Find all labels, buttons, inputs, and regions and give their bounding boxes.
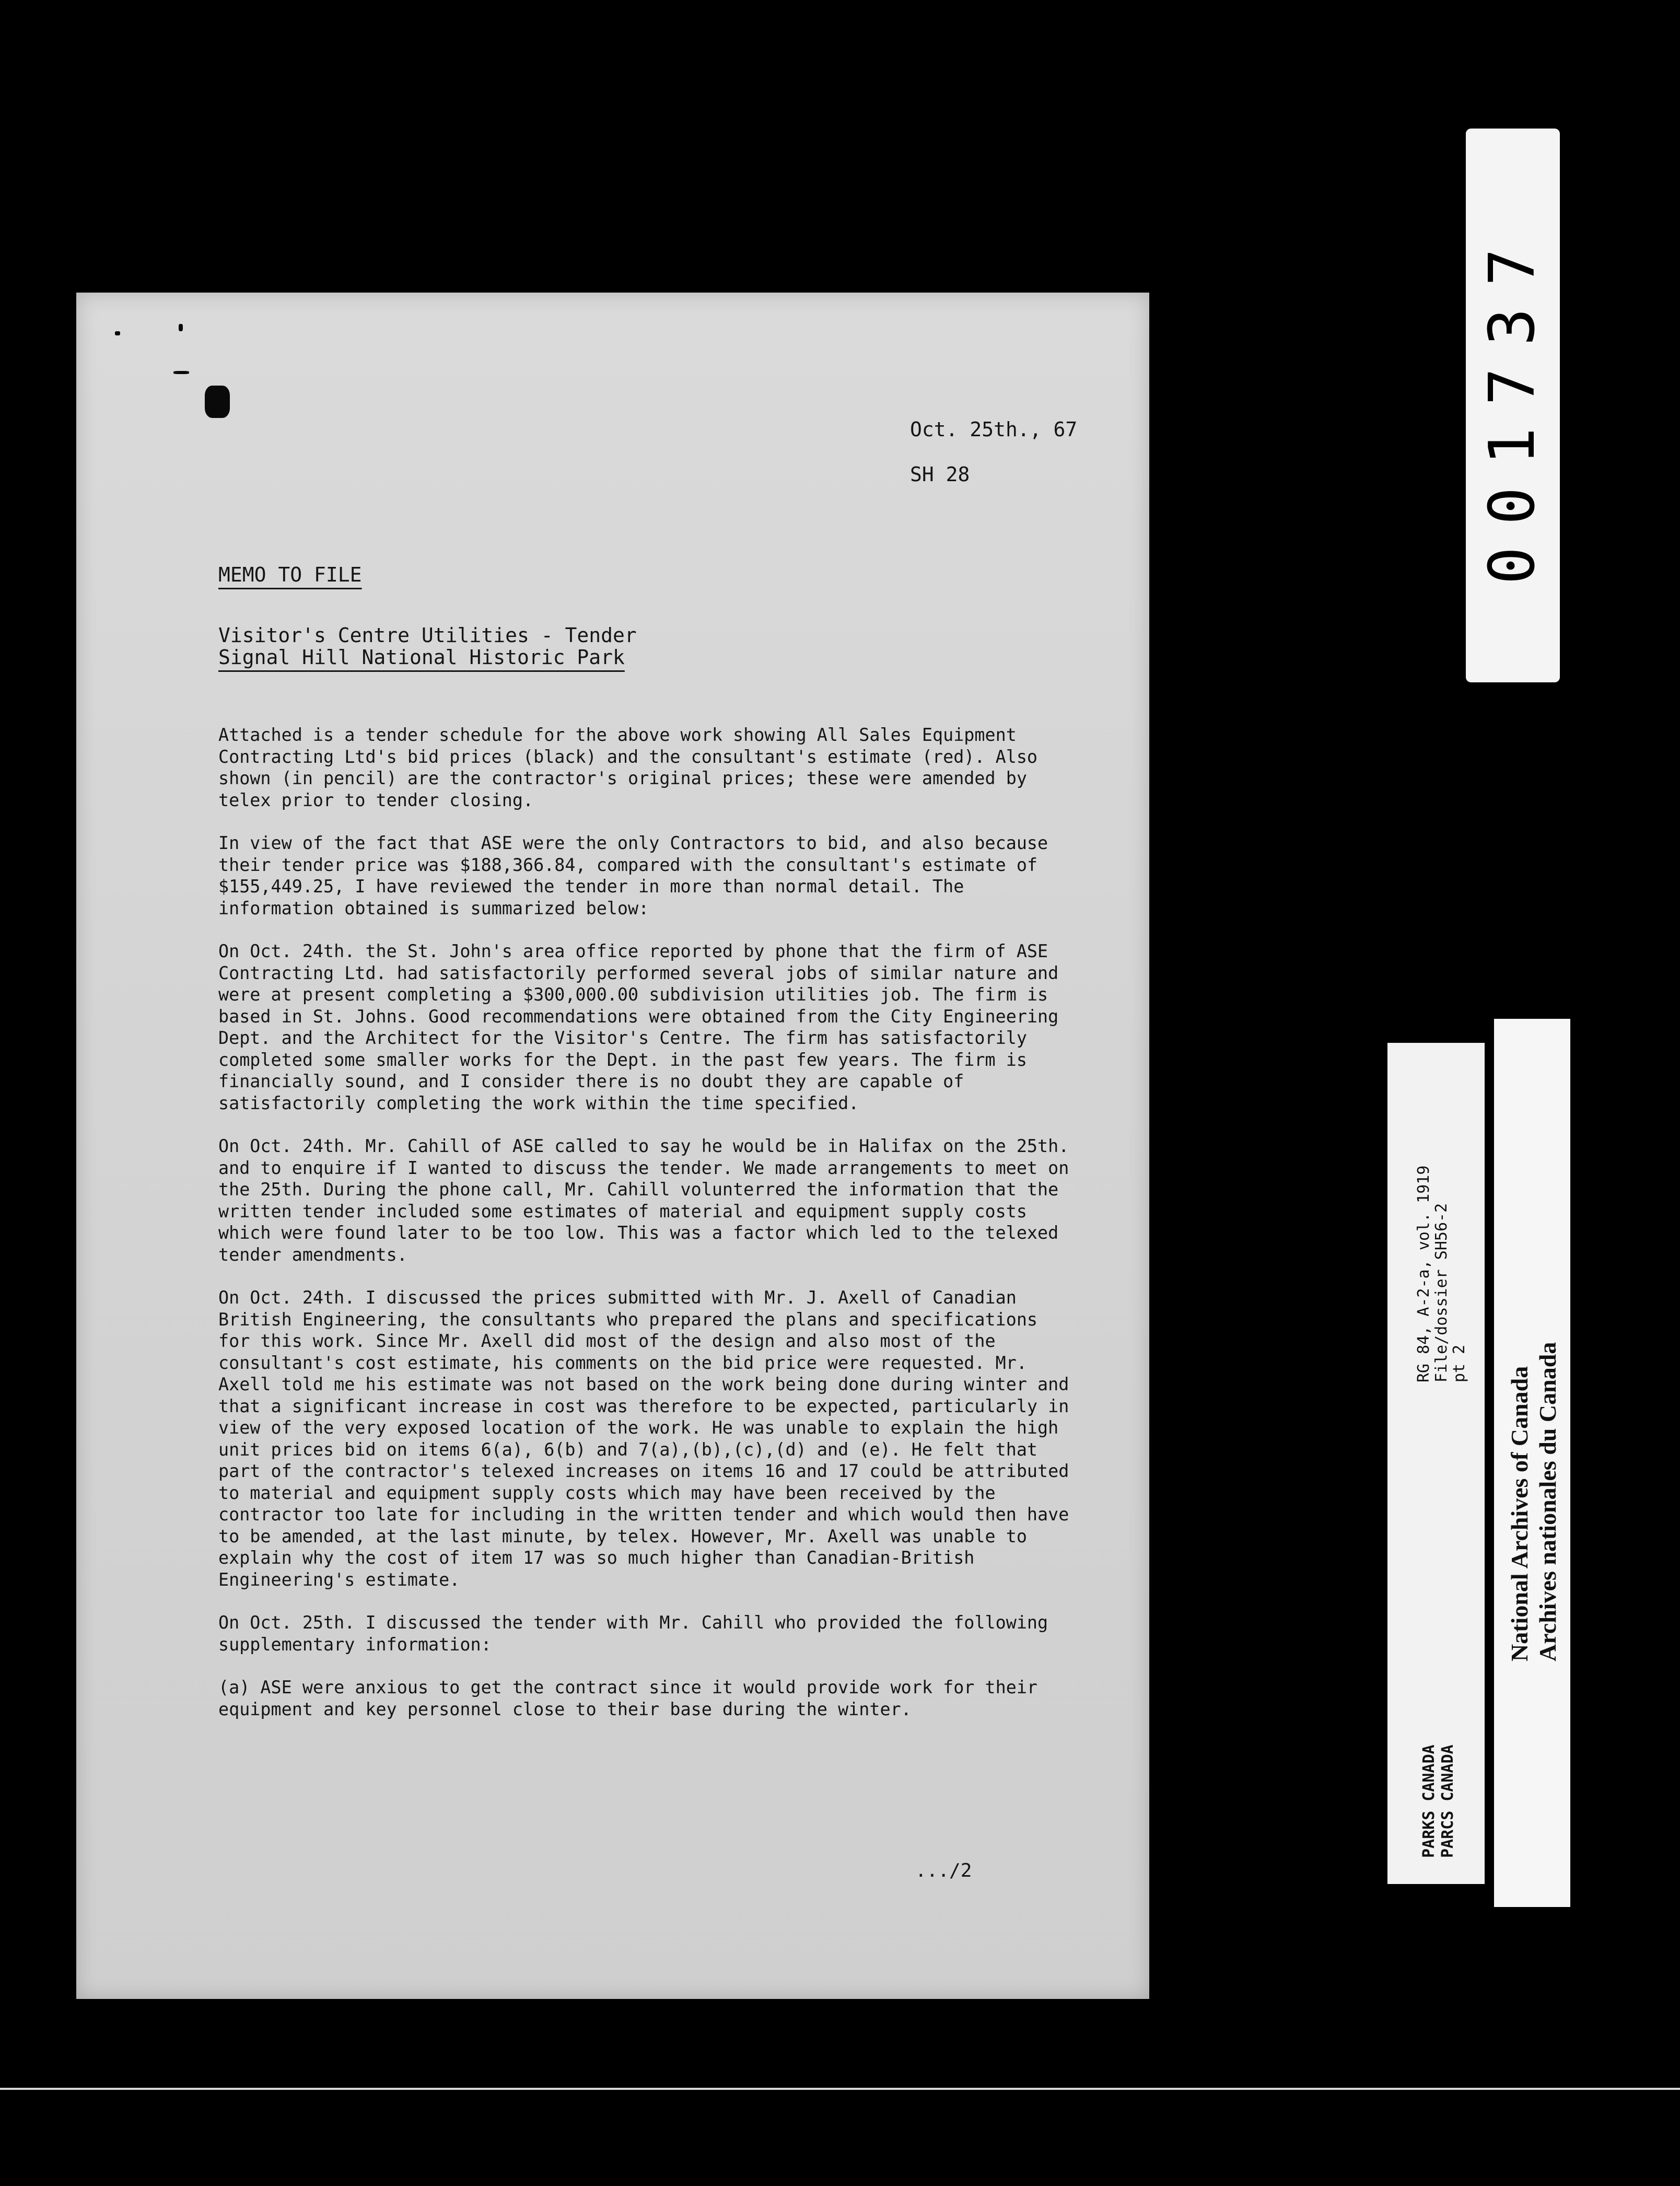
- film-edge-line: [0, 2088, 1680, 2090]
- record-group-reference: RG 84, A-2-a, vol. 1919: [1415, 1165, 1433, 1382]
- part-reference: pt 2: [1450, 1344, 1468, 1382]
- memo-file-reference: SH 28: [910, 463, 970, 486]
- archive-reference-label: [1387, 1043, 1485, 1884]
- memo-paragraph: (a) ASE were anxious to get the contract since it would provide work for their equipment and key personnel close to their base during the winter.: [218, 1677, 1038, 1719]
- memo-paragraph: On Oct. 24th. I discussed the prices submitted with Mr. J. Axell of Canadian British Engineering, the consultants who prepared the plans and specifications for this work. Since Mr. Axell did most of the design and also most of the consultant's cost estimate, his comments on the bid price were requested. Mr. Axell told me his estimate was not based on the work being done during winter and that a significant increase in cost was therefore to be expected, particularly in view of the very exposed location of the work. He was unable to explain the high unit prices bid on items 6(a), 6(b) and 7(a),(b),(c),(d) and (e). He felt that part of the contractor's telexed increases on items 16 and 17 could be attributed to material and equipment supply costs which may have been received by the contractor too late for including in the written tender and which would then have to be amended, at the last minute, by telex. However, Mr. Axell was unable to explain why the cost of item 17 was so much higher than Canadian-British Engineering's estimate.: [218, 1287, 1069, 1590]
- memo-paragraph: In view of the fact that ASE were the only Contractors to bid, and also because their tender price was $188,366.84, compared with the consultant's estimate of $155,449.25, I have reviewed the tender in more than normal detail. The information obtained is summarized below:: [218, 833, 1048, 918]
- memo-paragraph: Attached is a tender schedule for the above work showing All Sales Equipment Contracting Ltd's bid prices (black) and the consultant's estimate (red). Also shown (in pencil) are the contractor's original prices; these were amended by telex prior to tender closing.: [218, 725, 1038, 810]
- memo-paragraph: On Oct. 25th. I discussed the tender with Mr. Cahill who provided the following supplementary information:: [218, 1612, 1048, 1655]
- memo-paragraph: On Oct. 24th. Mr. Cahill of ASE called to say he would be in Halifax on the 25th. and to enquire if I wanted to discuss the tender. We made arrangements to meet on the 25th. During the phone call, Mr. Cahill volunterred the information that the written tender included some estimates of material and equipment supply costs which were found later to be too low. This was a factor which led to the telexed tender amendments.: [218, 1136, 1069, 1265]
- microfilm-frame-strip: [1466, 129, 1560, 682]
- agency-name-french: PARCS CANADA: [1439, 1745, 1457, 1858]
- memo-paragraph: On Oct. 24th. the St. John's area office reported by phone that the firm of ASE Contracting Ltd. had satisfactorily performed several jobs of similar nature and were at present completing a $300,000.00 subdivision utilities job. The firm is based in St. Johns. Good recommendations were obtained from the City Engineering Dept. and the Architect for the Visitor's Centre. The firm has satisfactorily completed some smaller works for the Dept. in the past few years. The firm is financially sound, and I consider there is no doubt they are capable of satisfactorily completing the work within the time specified.: [218, 941, 1059, 1113]
- archives-name-english: National Archives of Canada: [1506, 1366, 1533, 1661]
- memo-subject-line-2: Signal Hill National Historic Park: [218, 646, 625, 669]
- memo-heading: MEMO TO FILE: [218, 563, 362, 586]
- memo-date: Oct. 25th., 67: [910, 418, 1078, 441]
- memo-body: [218, 724, 1075, 1741]
- frame-number: 001737: [1476, 226, 1549, 585]
- memo-page: [76, 293, 1149, 1999]
- file-reference: File/dossier SH56-2: [1432, 1203, 1451, 1382]
- ink-speck: [179, 324, 183, 331]
- archives-name-label: [1494, 1019, 1570, 1907]
- memo-subject-line-1: Visitor's Centre Utilities - Tender: [218, 624, 637, 647]
- agency-name-english: PARKS CANADA: [1420, 1745, 1438, 1858]
- ink-speck: [173, 371, 189, 374]
- page-continuation-marker: .../2: [915, 1860, 972, 1881]
- ink-speck: [115, 331, 120, 335]
- ink-smudge: [205, 386, 230, 418]
- archives-name-french: Archives nationales du Canada: [1534, 1342, 1561, 1661]
